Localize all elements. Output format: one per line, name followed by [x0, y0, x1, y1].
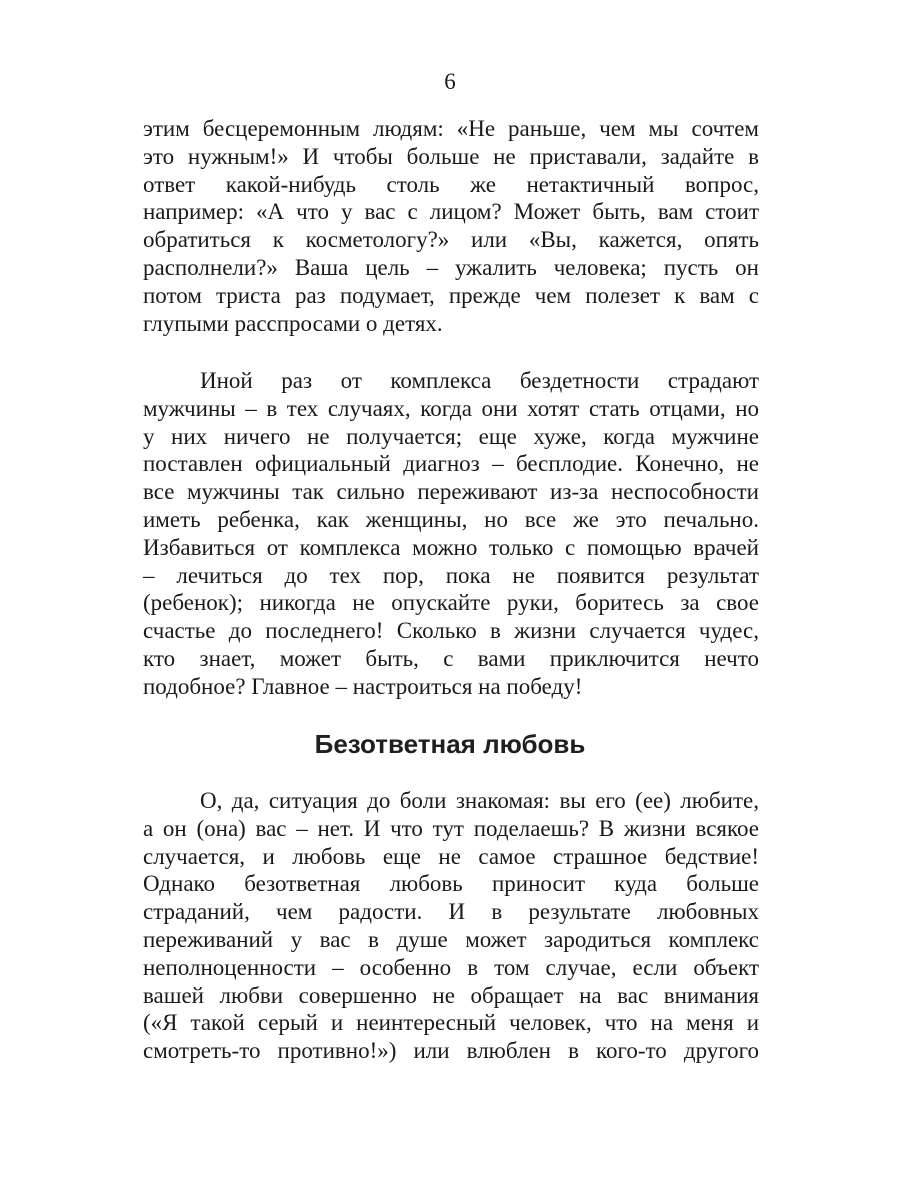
text-line: глупыми расспросами о детях.: [143, 310, 443, 336]
text-line: у них ничего не получается; еще хуже, когда мужчине: [143, 423, 759, 449]
text-line: О, да, ситуация до боли знакомая: вы его (ее) любите,: [200, 788, 759, 813]
text-line: мужчины – в тех случаях, когда они хотят стать отцами, но: [143, 395, 759, 421]
page-number: 6: [444, 69, 456, 94]
text-line: – лечиться до тех пор, пока не появится результат: [143, 562, 759, 588]
text-line: подобное? Главное – настроиться на победу!: [143, 673, 583, 699]
text-line: ответ какой-нибудь столь же нетактичный вопрос,: [143, 171, 759, 197]
text-line: это нужным!» И чтобы больше не приставали, задайте в: [143, 143, 759, 169]
section-heading: Безответная любовь: [314, 729, 586, 759]
text-line: страданий, чем радости. И в результате любовных: [143, 899, 759, 925]
text-line: переживаний у вас в душе может зародиться комплекс: [143, 926, 759, 952]
text-line: вашей любви совершенно не обращает на вас внимания: [143, 982, 759, 1008]
paragraph-3: [143, 787, 759, 1065]
text-line: (ребенок); никогда не опускайте руки, боритесь за свое: [143, 590, 759, 616]
text-line: этим бесцеремонным людям: «Не раньше, чем мы сочтем: [143, 116, 759, 141]
text-line: иметь ребенка, как женщины, но все же это печально.: [143, 506, 759, 532]
text-line: все мужчины так сильно переживают из-за неспособности: [143, 479, 759, 505]
text-line: Иной раз от комплекса бездетности страдают: [200, 368, 759, 393]
text-line: а он (она) вас – нет. И что тут поделаешь? В жизни всякое: [143, 815, 759, 841]
text-line: располнели?» Ваша цель – ужалить человека; пусть он: [143, 254, 759, 280]
paragraph-1: [143, 115, 759, 337]
text-line: поставлен официальный диагноз – бесплодие. Конечно, не: [143, 451, 759, 477]
text-line: Избавиться от комплекса можно только с помощью врачей: [143, 534, 759, 560]
text-line: («Я такой серый и неинтересный человек, что на меня и: [143, 1010, 759, 1036]
text-line: кто знает, может быть, с вами приключится нечто: [143, 645, 759, 671]
text-line: потом триста раз подумает, прежде чем полезет к вам с: [143, 282, 759, 308]
text-line: Однако безответная любовь приносит куда больше: [143, 871, 759, 897]
text-line: счастье до последнего! Сколько в жизни случается чудес,: [143, 618, 759, 644]
text-line: смотреть-то противно!») или влюблен в кого-то другого: [143, 1038, 759, 1064]
text-line: обратиться к косметологу?» или «Вы, кажется, опять: [143, 227, 759, 253]
text-line: например: «А что у вас с лицом? Может быть, вам стоит: [143, 199, 759, 225]
paragraph-2: [143, 367, 759, 701]
text-line: неполноценности – особенно в том случае, если объект: [143, 954, 759, 980]
text-line: случается, и любовь еще не самое страшное бедствие!: [143, 843, 759, 869]
